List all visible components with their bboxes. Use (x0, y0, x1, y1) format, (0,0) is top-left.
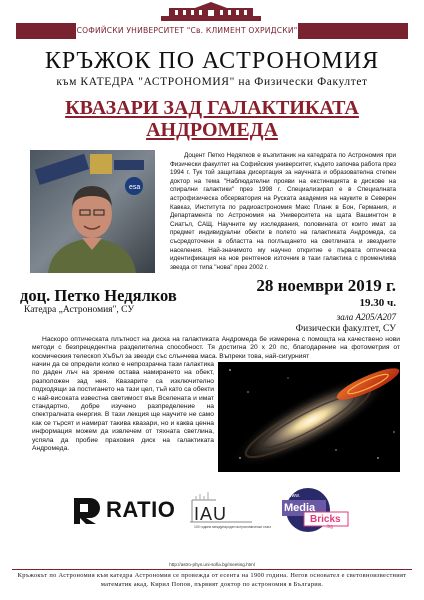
mediabricks-logo (274, 488, 356, 538)
event-date: 28 ноември 2019 г. (256, 276, 396, 295)
event-room: зала А205/А207 (336, 312, 396, 322)
speaker-bio: Доцент Петко Недялков е възпитаник на катедрата по Астрономия при Физически факултет на Софийския университет, където започва работа през 1994 г. Тук той защитава дисертация за научната и образователна степен доктор на тема "Наблюдателни прояви на екстинкцията в дискове на спирални галактики" през 1998 г. Специализирал е в Специалната астрофизическа обсерватория на Руската академия на науките в Северен Кавказ, Института по радиоастрономия Макс Планк в Бон, Германия, и Департамента по Астрономия на Университета на щата Вашингтон в Сиатъл, САЩ. Научните му изследвания, половината от които имат за предмет индивидуални обекти в полето на галактиката Андромеда, са съсредоточени в областта на поглъщането на светлината и звездните населения. Най-значимото му научно откритие е първата оптическа идентификация на нов рентгенов източник в тази галактика с променлива звезда от типа "нова" през 2002 г. (170, 152, 396, 271)
mediabricks-tld: .bg (326, 524, 333, 530)
event-time: 19.30 ч. (359, 297, 396, 309)
iau-tagline: 100 години международен астрономически съюз (194, 525, 271, 529)
talk-title-line1: КВАЗАРИ ЗАД ГАЛАКТИКАТА (65, 97, 359, 119)
iau-logo (186, 488, 271, 534)
university-building-logo (155, 2, 267, 22)
ratio-wordmark: RATIO (106, 497, 176, 522)
footer-divider (12, 569, 412, 570)
ratio-logo (72, 494, 182, 528)
footer-text: Кръжокът по Астрономия към катедра Астрономия се провежда от есента на 1900 година. Негов основател е световноизвестният математик акад. Кирил Попов, първият доктор по астрономия в България. (17, 572, 407, 588)
mediabricks-www: www. (288, 493, 300, 499)
talk-title (0, 97, 424, 141)
band-left-block (16, 23, 76, 39)
club-title: КРЪЖОК ПО АСТРОНОМИЯ (44, 48, 380, 74)
mediabricks-word1: Media (284, 502, 316, 514)
iau-wordmark: IAU (194, 504, 228, 524)
abstract-body: начин да се определи колко е непрозрачна тази галактика по даден лъч на зрение остава намирането на обект, разположен зад нея. Квазарите са изключително подходящи за постигането на тази цел, тъй като са обекти с най-високата известна светимост във Вселената и имат стандартно, добре изучено разпределение на спектралната енергия. В тази лекция ще научите не само как се търсят и намират такива квазари, но и каква ценна информация можем да извлечем от тяхната светлина, успяла да пробие праховия диск на галактиката Андромеда. (32, 361, 214, 453)
esa-logo-text: esa (129, 184, 141, 191)
talk-title-line2: АНДРОМЕДА (146, 119, 278, 141)
university-band (16, 23, 408, 39)
abstract-intro: Наскоро оптическата плътност на диска на галактиката Андромеда бе измерена с помощта на качествено нови методи с безпрецедентна разделителна способност. Тя достигна 20 х 20 пс, благодарение на фотометрия от космическия телескоп Хъбъл за звезди със слънчева маса. Въпреки това, най-сигурният (32, 336, 400, 360)
speaker-affiliation: Катедра „Астрономия", СУ (24, 305, 135, 315)
event-place: Физически факултет, СУ (295, 324, 396, 334)
club-subtitle: към КАТЕДРА "АСТРОНОМИЯ" на Физически Факултет (56, 76, 368, 88)
mediabricks-word2: Bricks (310, 514, 341, 525)
event-details (256, 276, 396, 335)
band-right-block (298, 23, 408, 39)
ratio-mark-icon (72, 496, 100, 526)
university-name: СОФИЙСКИ УНИВЕРСИТЕТ "Св. КЛИМЕНТ ОХРИДСКИ" (76, 26, 298, 35)
speaker-name: доц. Петко Недялков (20, 286, 177, 305)
meeting-url-link[interactable]: http://astro-phys.uni-sofia.bg/meeting.html (169, 562, 255, 567)
speaker-photo (30, 150, 155, 273)
andromeda-galaxy-image (218, 362, 400, 472)
